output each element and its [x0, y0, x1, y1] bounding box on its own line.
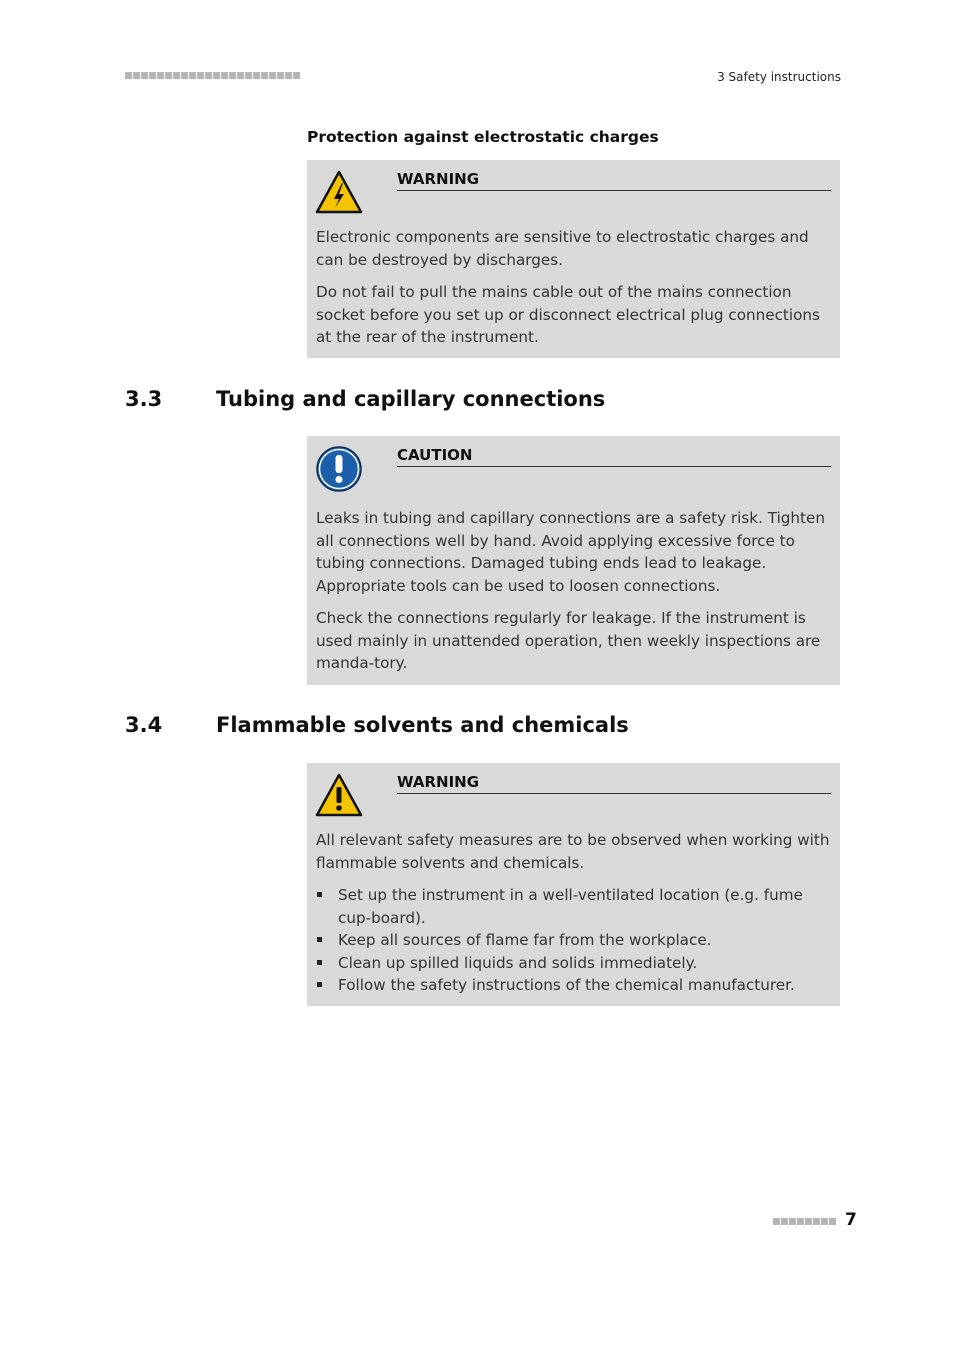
esd-warning-box [307, 160, 840, 358]
warning-label: WARNING [397, 170, 831, 191]
paragraph: Do not fail to pull the mains cable out of the mains connection socket before you set up or disconnect electrical plug connections at the rear of the instrument. [316, 283, 820, 346]
list-item: Set up the instrument in a well-ventilated location (e.g. fume cup-board). [316, 884, 831, 929]
paragraph: Electronic components are sensitive to electrostatic charges and can be destroyed by discharges. [316, 228, 809, 269]
warning-triangle-icon [315, 773, 363, 817]
bullet-square-icon [317, 937, 322, 942]
caution-box [307, 436, 840, 685]
warning-label: WARNING [397, 773, 831, 794]
header-decoration [125, 72, 300, 80]
exclamation-circle-icon [315, 445, 363, 493]
bullet-square-icon [317, 892, 322, 897]
bullet-square-icon [317, 960, 322, 965]
paragraph: Leaks in tubing and capillary connections are a safety risk. Tighten all connections well by hand. Avoid applying excessive force to tubing connections. Damaged tubing ends lead to leakage. Appropriate tools can be used to loosen connections. [316, 509, 825, 595]
list-item: Keep all sources of flame far from the workplace. [316, 929, 831, 952]
section-title-3-4 [125, 713, 629, 737]
paragraph: Check the connections regularly for leakage. If the instrument is used mainly in unattended operation, then weekly inspections are manda-tory. [316, 609, 821, 672]
flammable-warning-box [307, 763, 840, 1006]
section-number: 3.4 [125, 713, 163, 737]
bullet-list [316, 884, 831, 997]
footer-decoration [773, 1218, 836, 1225]
warning-text [316, 226, 831, 359]
list-item: Clean up spilled liquids and solids immediately. [316, 952, 831, 975]
section-title-3-3 [125, 387, 605, 411]
esd-heading: Protection against electrostatic charges [307, 128, 659, 146]
paragraph: All relevant safety measures are to be observed when working with flammable solvents and chemicals. [316, 831, 830, 872]
page-number: 7 [845, 1210, 857, 1230]
warning-text [316, 829, 831, 997]
bullet-square-icon [317, 982, 322, 987]
caution-text [316, 507, 831, 685]
caution-label: CAUTION [397, 446, 831, 467]
list-item: Follow the safety instructions of the chemical manufacturer. [316, 974, 831, 997]
running-header: 3 Safety instructions [717, 70, 841, 84]
electrical-hazard-icon [315, 170, 363, 214]
section-title-text: Flammable solvents and chemicals [216, 713, 629, 737]
section-title-text: Tubing and capillary connections [216, 387, 606, 411]
section-number: 3.3 [125, 387, 163, 411]
